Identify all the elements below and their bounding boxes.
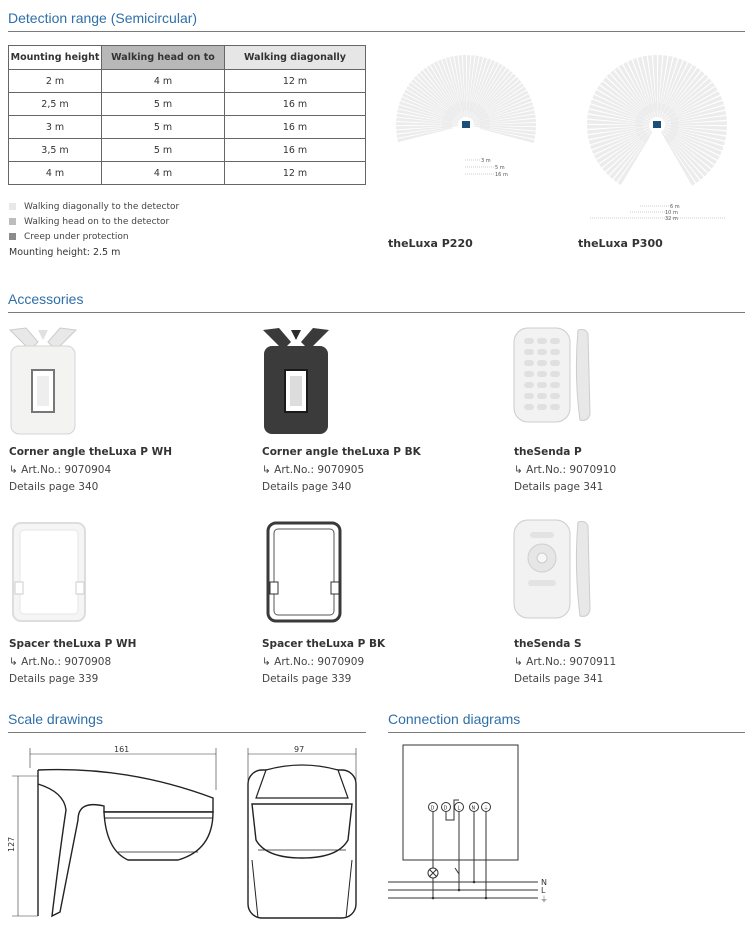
header-mounting-height: Mounting height <box>9 46 102 70</box>
svg-text:N: N <box>471 805 476 812</box>
section-rule <box>8 312 745 313</box>
table-header-row <box>9 46 366 70</box>
legend-swatch <box>9 218 16 225</box>
dim-height-side: 127 <box>7 836 16 852</box>
scale-drawings <box>8 740 368 930</box>
corner-angle-wh-image <box>8 326 78 436</box>
legend-swatch <box>9 203 16 210</box>
remote-key <box>550 360 560 366</box>
remote-key <box>550 382 560 388</box>
connection-diagrams-title: Connection diagrams <box>388 711 521 727</box>
table-cell: 4 m <box>102 70 225 93</box>
legend-label: Creep under protection <box>24 232 129 242</box>
detection-range-title: Detection range (Semicircular) <box>8 10 198 26</box>
table-cell: 4 m <box>102 162 225 185</box>
p300-label-10m: 10 m <box>665 210 678 216</box>
accessories-title: Accessories <box>8 291 84 307</box>
accessory-artno-senda-p: ↳ Art.No.: 9070910 <box>514 464 617 476</box>
spacer-wh-image <box>10 520 90 625</box>
table-row <box>9 70 366 93</box>
accessory-details-corner-wh: Details page 340 <box>9 481 99 493</box>
remote-key <box>537 360 547 366</box>
table-cell: 4 m <box>9 162 102 185</box>
remote-key <box>550 393 560 399</box>
remote-key <box>524 360 534 366</box>
accessory-artno-spacer-wh: ↳ Art.No.: 9070908 <box>9 656 112 668</box>
table-cell: 12 m <box>225 162 366 185</box>
p300-detection-diagram <box>585 55 730 225</box>
dim-width-front: 97 <box>294 745 305 754</box>
table-cell: 16 m <box>225 116 366 139</box>
wire-label-pe: ⏚ <box>540 895 548 904</box>
legend-item-head-on <box>9 217 169 227</box>
accessory-name-spacer-bk: Spacer theLuxa P BK <box>262 638 386 650</box>
p300-label-6m: 6 m <box>670 204 680 210</box>
wire-label-l: L <box>541 886 546 895</box>
connection-diagram <box>388 740 588 915</box>
p300-name: theLuxa P300 <box>578 237 663 250</box>
section-rule <box>8 31 745 32</box>
table-row <box>9 162 366 185</box>
remote-key <box>550 371 560 377</box>
svg-text:D: D <box>430 805 435 812</box>
accessory-artno-senda-s: ↳ Art.No.: 9070911 <box>514 656 617 668</box>
table-cell: 5 m <box>102 139 225 162</box>
remote-key <box>537 349 547 355</box>
corner-angle-bk-image <box>261 326 331 436</box>
scale-drawings-title: Scale drawings <box>8 711 103 727</box>
accessory-name-spacer-wh: Spacer theLuxa P WH <box>9 638 137 650</box>
accessory-artno-spacer-bk: ↳ Art.No.: 9070909 <box>262 656 365 668</box>
accessory-details-spacer-bk: Details page 339 <box>262 673 352 685</box>
remote-key <box>524 404 534 410</box>
p300-label-32m: 32 m <box>665 216 678 222</box>
table-cell: 2 m <box>9 70 102 93</box>
spacer-bk-image <box>265 520 345 625</box>
table-cell: 12 m <box>225 70 366 93</box>
table-cell: 3,5 m <box>9 139 102 162</box>
accessory-details-corner-bk: Details page 340 <box>262 481 352 493</box>
accessory-name-corner-wh: Corner angle theLuxa P WH <box>9 446 172 458</box>
remote-key <box>537 393 547 399</box>
detection-range-table <box>8 45 366 185</box>
table-cell: 5 m <box>102 116 225 139</box>
section-rule <box>388 732 745 733</box>
accessory-artno-corner-wh: ↳ Art.No.: 9070904 <box>9 464 112 476</box>
thesenda-p-image <box>512 326 597 426</box>
remote-key <box>524 371 534 377</box>
legend-item-creep <box>9 232 129 242</box>
legend-item-diagonal <box>9 202 179 212</box>
table-cell: 16 m <box>225 139 366 162</box>
p220-label-5m: 5 m <box>495 165 505 171</box>
table-row <box>9 93 366 116</box>
accessory-details-spacer-wh: Details page 339 <box>9 673 99 685</box>
dim-width-side: 161 <box>114 745 130 754</box>
p220-label-3m: 3 m <box>481 158 491 164</box>
p220-name: theLuxa P220 <box>388 237 473 250</box>
table-cell: 16 m <box>225 93 366 116</box>
svg-text:L: L <box>457 805 461 812</box>
accessory-name-corner-bk: Corner angle theLuxa P BK <box>262 446 421 458</box>
remote-key <box>524 382 534 388</box>
legend-swatch <box>9 233 16 240</box>
svg-text:⏚: ⏚ <box>483 805 489 812</box>
table-cell: 5 m <box>102 93 225 116</box>
section-rule <box>8 732 366 733</box>
legend-label: Walking head on to the detector <box>24 217 170 227</box>
svg-text:D: D <box>443 805 448 812</box>
front-view-drawing <box>248 745 356 918</box>
sensor-icon <box>653 121 661 128</box>
remote-key <box>550 404 560 410</box>
accessory-artno-corner-bk: ↳ Art.No.: 9070905 <box>262 464 365 476</box>
remote-key <box>524 349 534 355</box>
accessory-name-senda-s: theSenda S <box>514 638 582 650</box>
accessory-details-senda-s: Details page 341 <box>514 673 604 685</box>
thesenda-s-image <box>512 518 597 623</box>
table-cell: 3 m <box>9 116 102 139</box>
sensor-icon <box>462 121 470 128</box>
remote-key <box>537 338 547 344</box>
table-cell: 2,5 m <box>9 93 102 116</box>
remote-key <box>550 338 560 344</box>
table-row <box>9 116 366 139</box>
legend-label: Walking diagonally to the detector <box>24 202 180 212</box>
side-view-drawing <box>7 745 216 916</box>
accessory-name-senda-p: theSenda P <box>514 446 582 458</box>
remote-key <box>550 349 560 355</box>
remote-key <box>537 371 547 377</box>
remote-key <box>537 382 547 388</box>
p300-fan <box>587 55 727 186</box>
table-row <box>9 139 366 162</box>
remote-key <box>524 393 534 399</box>
mounting-height-note: Mounting height: 2.5 m <box>9 247 121 258</box>
p220-fan <box>396 55 536 143</box>
p220-detection-diagram <box>395 55 545 190</box>
accessory-details-senda-p: Details page 341 <box>514 481 604 493</box>
p220-label-16m: 16 m <box>495 172 508 178</box>
remote-key <box>524 338 534 344</box>
header-walking-head-on: Walking head on to <box>102 46 225 70</box>
remote-key <box>537 404 547 410</box>
wire-label-n: N <box>541 878 547 887</box>
header-walking-diagonally: Walking diagonally <box>225 46 366 70</box>
